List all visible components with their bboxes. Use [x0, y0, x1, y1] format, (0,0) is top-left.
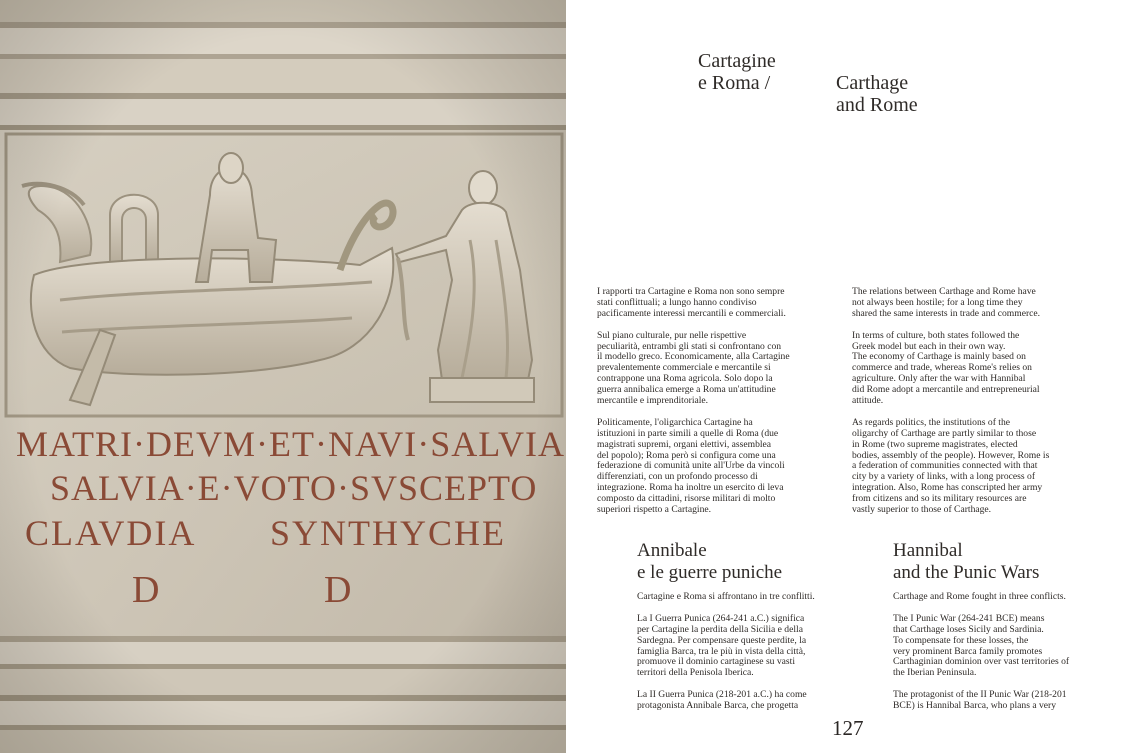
- intro-italian-paragraph: Sul piano culturale, pur nelle rispettive peculiarità, entrambi gli stati si confrontano con il modello greco. Economicamente, alla Cartagine prevalentemente commerciale e mercantile si contrappone una Roma agricola. Solo dopo la guerra annibalica emerge a Roma un'attitudine mercantile e imprenditoriale.: [597, 329, 790, 407]
- section-italian-paragraph: La I Guerra Punica (264-241 a.C.) significa per Cartagine la perdita della Sicilia e della Sardegna. Per compensare queste perdite, la famiglia Barca, tra le più in vista della città, promuove il dominio cartaginese su vasti territori della Penisola Iberica.: [637, 612, 807, 679]
- section-english-paragraph: Carthage and Rome fought in three conflicts.: [893, 592, 1066, 602]
- section-english-column: [893, 592, 1101, 720]
- section-title-english: Hannibal and the Punic Wars: [893, 540, 1040, 583]
- intro-italian-paragraph: I rapporti tra Cartagine e Roma non sono sempre stati conflittuali; a lungo hanno condiviso pacificamente interessi mercantili e commerciali.: [597, 286, 786, 319]
- section-italian-column: [637, 592, 852, 720]
- page-number: 127: [832, 716, 864, 740]
- intro-italian-column: [597, 287, 837, 527]
- section-english-paragraph: The I Punic War (264-241 BCE) means that Carthage loses Sicily and Sardinia. To compensate for these losses, the very prominent Barca family promotes Carthaginian dominion over vast territories of the Iberian Peninsula.: [893, 612, 1070, 679]
- title-italian: Cartagine e Roma /: [698, 50, 776, 94]
- section-italian-paragraph: Cartagine e Roma si affrontano in tre conflitti.: [637, 592, 815, 602]
- text-page: [566, 0, 1129, 753]
- section-italian-paragraph: La II Guerra Punica (218-201 a.C.) ha come protagonista Annibale Barca, che progetta: [637, 689, 807, 712]
- intro-english-column: [852, 287, 1087, 527]
- intro-english-paragraph: In terms of culture, both states followed the Greek model but each in their own way. The economy of Carthage is mainly based on commerce and trade, whereas Rome's relies on agriculture. Only after the war with Hannibal did Rome adopt a mercantile and entrepreneurial attitude.: [852, 329, 1040, 407]
- intro-english-paragraph: The relations between Carthage and Rome have not always been hostile; for a long time they shared the same interests in trade and commerce.: [852, 286, 1041, 319]
- section-english-paragraph: The protagonist of the II Punic War (218-201 BCE) is Hannibal Barca, who plans a very: [893, 689, 1067, 712]
- title-english: Carthage and Rome: [836, 72, 918, 116]
- intro-english-paragraph: As regards politics, the institutions of the oligarchy of Carthage are partly similar to those in Rome (two supreme magistrates, elected bodies, assembly of the people). However, Rome is a federation of communities connected with that city by a variety of links, with a long process of integration. Also, Rome has conscripted her army from citizens and so its military resources are vastly superior to those of Carthage.: [852, 416, 1050, 516]
- intro-italian-paragraph: Politicamente, l'oligarchica Cartagine ha istituzioni in parte simili a quelle di Roma (due magistrati supremi, organi elettivi, assemblea del popolo); Roma però si configura come una federazione di comunità unite all'Urbe da vincoli differenziati, con un profondo processo di integrazione. Roma ha inoltre un esercito di leva composto da cittadini, risorse militari di molto superiori rispetto a Cartagine.: [597, 416, 785, 516]
- section-title-italian: Annibale e le guerre puniche: [637, 540, 783, 583]
